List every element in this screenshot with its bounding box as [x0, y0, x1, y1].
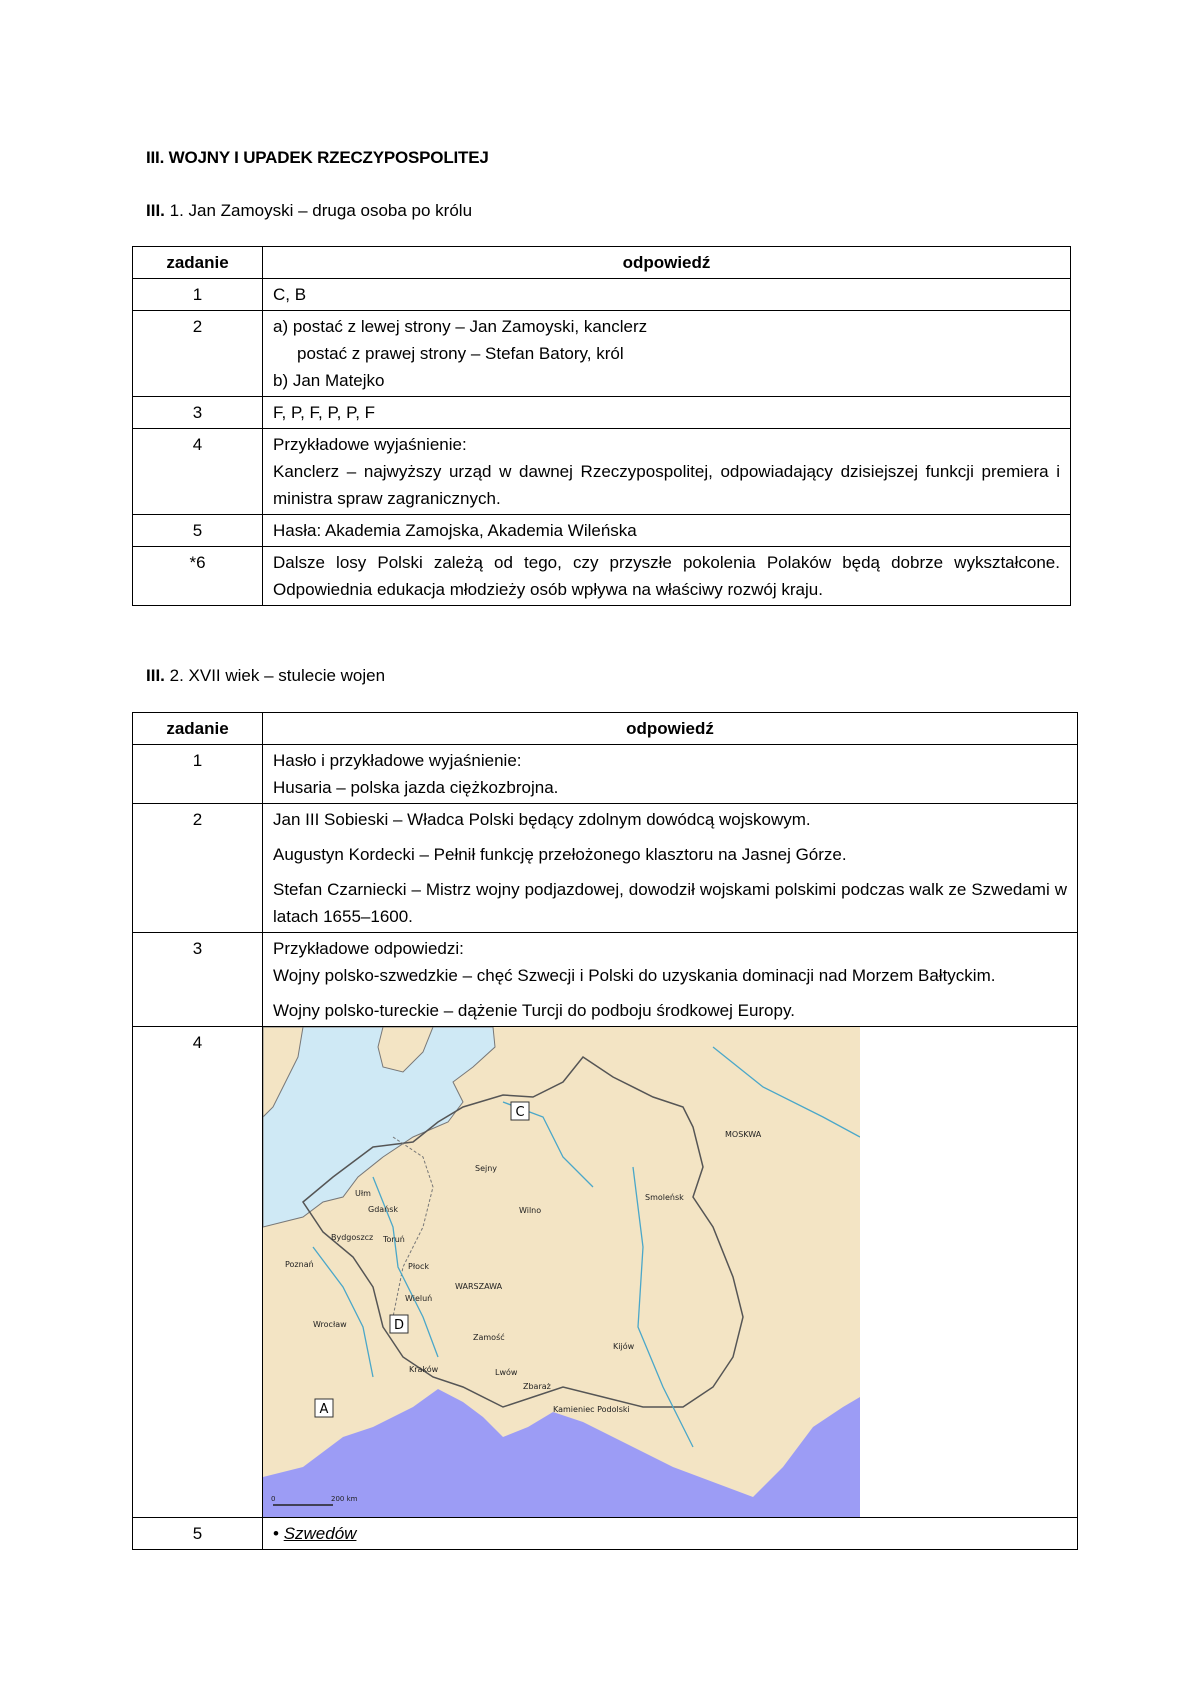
svg-text:0: 0 [271, 1495, 276, 1503]
svg-text:D: D [393, 1318, 405, 1333]
map-city: Kijów [613, 1342, 635, 1351]
answer-cell [263, 279, 1071, 311]
map-city: Smoleńsk [645, 1193, 684, 1202]
map-city: Kamieniec Podolski [553, 1405, 630, 1414]
answer-line: Dalsze losy Polski zależą od tego, czy przyszłe pokolenia Polaków będą dobrze wykształcone. Odpowiednia edukacja młodzieży osób wpływa na właściwy rozwój kraju. [273, 553, 1060, 599]
task-number: 3 [133, 397, 263, 429]
map-city: Toruń [383, 1235, 405, 1244]
table-row [133, 311, 1071, 397]
answer-cell [263, 311, 1071, 397]
table-row [133, 547, 1071, 606]
task-number: 4 [133, 1027, 263, 1518]
answer-line: Przykładowe wyjaśnienie: [273, 435, 467, 454]
section-2-heading [146, 666, 385, 686]
answer-line: Stefan Czarniecki – Mistrz wojny podjazdowej, dowodził wojskami polskimi podczas walk ze Szwedami w latach 1655–1600. [273, 880, 1067, 926]
answer-line: Przykładowe odpowiedzi: [273, 939, 464, 958]
map-city: Zbaraż [523, 1382, 551, 1391]
section-2-prefix: III. [146, 666, 165, 685]
table-row [133, 804, 1078, 933]
answer-line: Wojny polsko-tureckie – dążenie Turcji do podboju środkowej Europy. [273, 1001, 795, 1020]
answer-line: Hasła: Akademia Zamojska, Akademia Wileńska [273, 521, 637, 540]
answer-line: F, P, F, P, P, F [273, 403, 376, 422]
map-cell [263, 1027, 1078, 1518]
answer-cell [263, 515, 1071, 547]
answer-line: Kanclerz – najwyższy urząd w dawnej Rzeczypospolitej, odpowiadający dzisiejszej funkcji premiera i ministra spraw zagranicznych. [273, 462, 1060, 508]
map-city: Wilno [519, 1206, 542, 1215]
answer-line: Jan III Sobieski – Władca Polski będący zdolnym dowódcą wojskowym. [273, 810, 811, 829]
map-label-a [315, 1399, 333, 1417]
table-row [133, 933, 1078, 1027]
answer-line: C, B [273, 285, 307, 304]
section-1-text: 1. Jan Zamoyski – druga osoba po królu [164, 201, 473, 220]
svg-text:A: A [319, 1402, 329, 1417]
answer-line: Augustyn Kordecki – Pełnił funkcję przełożonego klasztoru na Jasnej Górze. [273, 845, 847, 864]
map-city: Zamość [473, 1333, 505, 1342]
task-number: 1 [133, 745, 263, 804]
table-header [133, 713, 1078, 745]
table-row [133, 279, 1071, 311]
task-number: 4 [133, 429, 263, 515]
task-number: 3 [133, 933, 263, 1027]
col-header-task: zadanie [133, 247, 263, 279]
answer-cell [263, 745, 1078, 804]
map-city: WARSZAWA [455, 1282, 503, 1291]
col-header-answer: odpowiedź [263, 713, 1078, 745]
section-1-heading [146, 201, 472, 221]
table-row [133, 1027, 1078, 1518]
answer-cell [263, 547, 1071, 606]
svg-text:C: C [515, 1105, 525, 1120]
answer-cell [263, 933, 1078, 1027]
task-number: 2 [133, 804, 263, 933]
table-row [133, 515, 1071, 547]
map-city: Gdańsk [368, 1205, 399, 1214]
task-number: 1 [133, 279, 263, 311]
map-city: Płock [408, 1262, 430, 1271]
map-label-c [511, 1102, 529, 1120]
table-row [133, 397, 1071, 429]
answer-cell [263, 429, 1071, 515]
task-number: *6 [133, 547, 263, 606]
task-number: 5 [133, 515, 263, 547]
answer-cell [263, 1518, 1078, 1550]
map-city: Kraków [409, 1365, 439, 1374]
table-header [133, 247, 1071, 279]
section-2-text: 2. XVII wiek – stulecie wojen [164, 666, 386, 685]
historical-map [263, 1027, 860, 1517]
section-1-prefix: III. [146, 201, 165, 220]
svg-text:200 km: 200 km [331, 1495, 358, 1503]
task-number: 2 [133, 311, 263, 397]
map-city: Poznań [285, 1260, 314, 1269]
task-number: 5 [133, 1518, 263, 1550]
answer-cell [263, 804, 1078, 933]
bullet-icon: • [273, 1524, 284, 1543]
answer-line: Hasło i przykładowe wyjaśnienie: [273, 751, 522, 770]
col-header-task: zadanie [133, 713, 263, 745]
map-city: Sejny [475, 1164, 498, 1173]
answer-line: a) postać z lewej strony – Jan Zamoyski, kanclerz [273, 317, 648, 336]
table-row [133, 429, 1071, 515]
answer-line: Wojny polsko-szwedzkie – chęć Szwecji i Polski do uzyskania dominacji nad Morzem Bałtyckim. [273, 966, 996, 985]
answer-cell [263, 397, 1071, 429]
answer-line: postać z prawej strony – Stefan Batory, król [297, 344, 624, 363]
map-label-d [390, 1315, 408, 1333]
map-city: Wrocław [313, 1320, 347, 1329]
document-title: III. WOJNY I UPADEK RZECZYPOSPOLITEJ [146, 148, 489, 167]
answers-table-1 [132, 246, 1071, 606]
map-city: Ułm [355, 1189, 371, 1198]
table-row [133, 1518, 1078, 1550]
answer-line: b) Jan Matejko [273, 371, 385, 390]
map-city: Bydgoszcz [331, 1233, 374, 1242]
answer-line: Szwedów [283, 1524, 357, 1543]
map-city: MOSKWA [725, 1130, 762, 1139]
map-city: Lwów [495, 1368, 518, 1377]
col-header-answer: odpowiedź [263, 247, 1071, 279]
map-city: Wieluń [405, 1294, 433, 1303]
answers-table-2 [132, 712, 1078, 1550]
answer-line: Husaria – polska jazda ciężkozbrojna. [273, 778, 559, 797]
table-row [133, 745, 1078, 804]
